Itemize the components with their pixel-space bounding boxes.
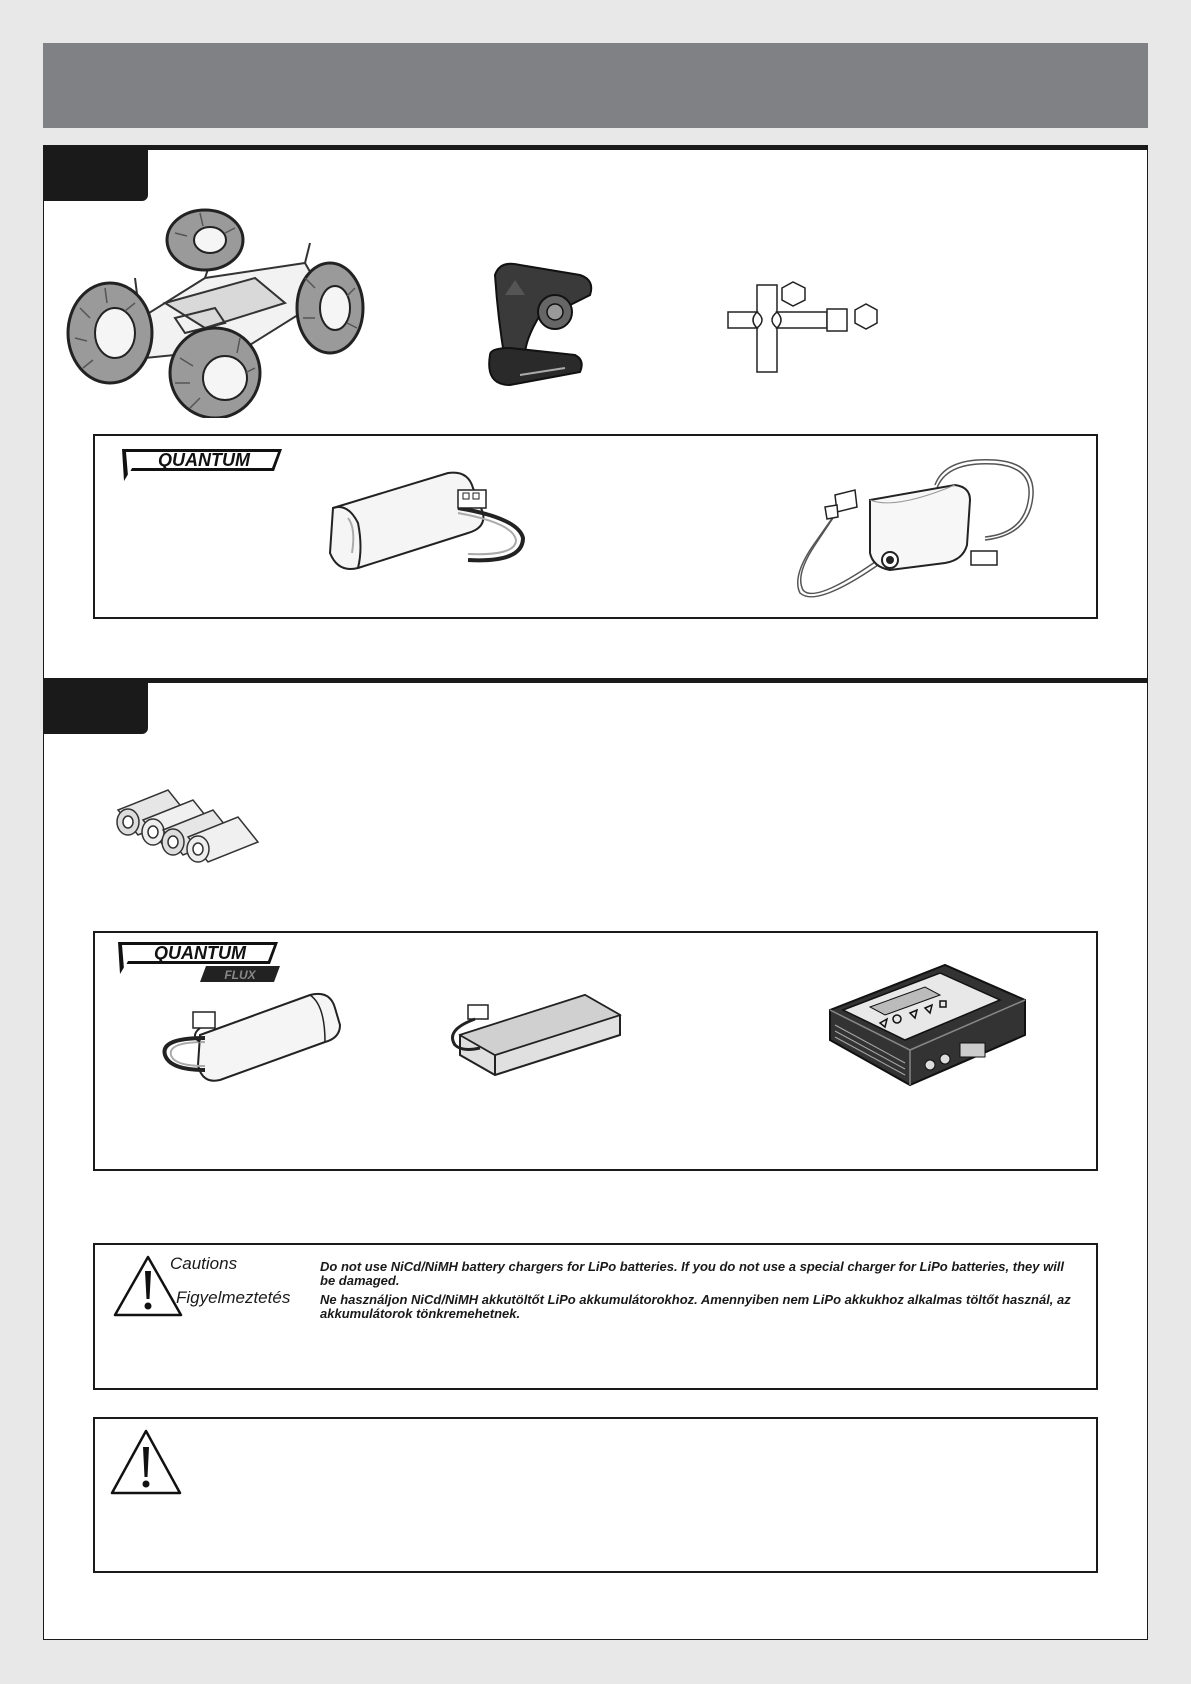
warning-triangle-icon <box>108 1427 184 1497</box>
usb-charger-illustration <box>795 455 1040 605</box>
header-band <box>43 43 1148 128</box>
nimh-battery-illustration <box>318 468 533 578</box>
quantum-flux-logo-text: QUANTUM <box>154 943 246 963</box>
aa-batteries-illustration <box>108 775 263 865</box>
quantum-flux-sub-text: FLUX <box>224 968 256 982</box>
section-2-rule <box>43 678 1148 683</box>
caution-title-en: Cautions <box>170 1254 238 1273</box>
transmitter-illustration <box>480 260 598 390</box>
quantum-logo <box>112 443 287 485</box>
flux-stick-battery-illustration <box>160 990 360 1085</box>
section-1-rule <box>43 145 1148 150</box>
truck-illustration <box>55 208 365 418</box>
quantum-logo-text: QUANTUM <box>158 450 250 470</box>
caution-text-en: Do not use NiCd/NiMH battery chargers for LiPo batteries. If you do not use a special charger for LiPo batteries, they will be damaged. <box>320 1259 1065 1288</box>
flux-lipo-battery-illustration <box>440 990 625 1080</box>
warning-box <box>93 1417 1098 1573</box>
cross-wrench-illustration <box>725 280 885 375</box>
caution-title-hu: Figyelmeztetés <box>176 1288 291 1307</box>
balance-charger-illustration <box>825 955 1030 1090</box>
section-2-tab <box>43 678 148 734</box>
section-1-tab <box>43 145 148 201</box>
caution-text-hu: Ne használjon NiCd/NiMH akkutöltőt LiPo akkumulátorokhoz. Amennyiben nem LiPo akkukhoz alkalmas töltőt használ, az akkumulátorok tönkremehetnek. <box>320 1292 1071 1321</box>
quantum-flux-logo <box>108 938 283 988</box>
